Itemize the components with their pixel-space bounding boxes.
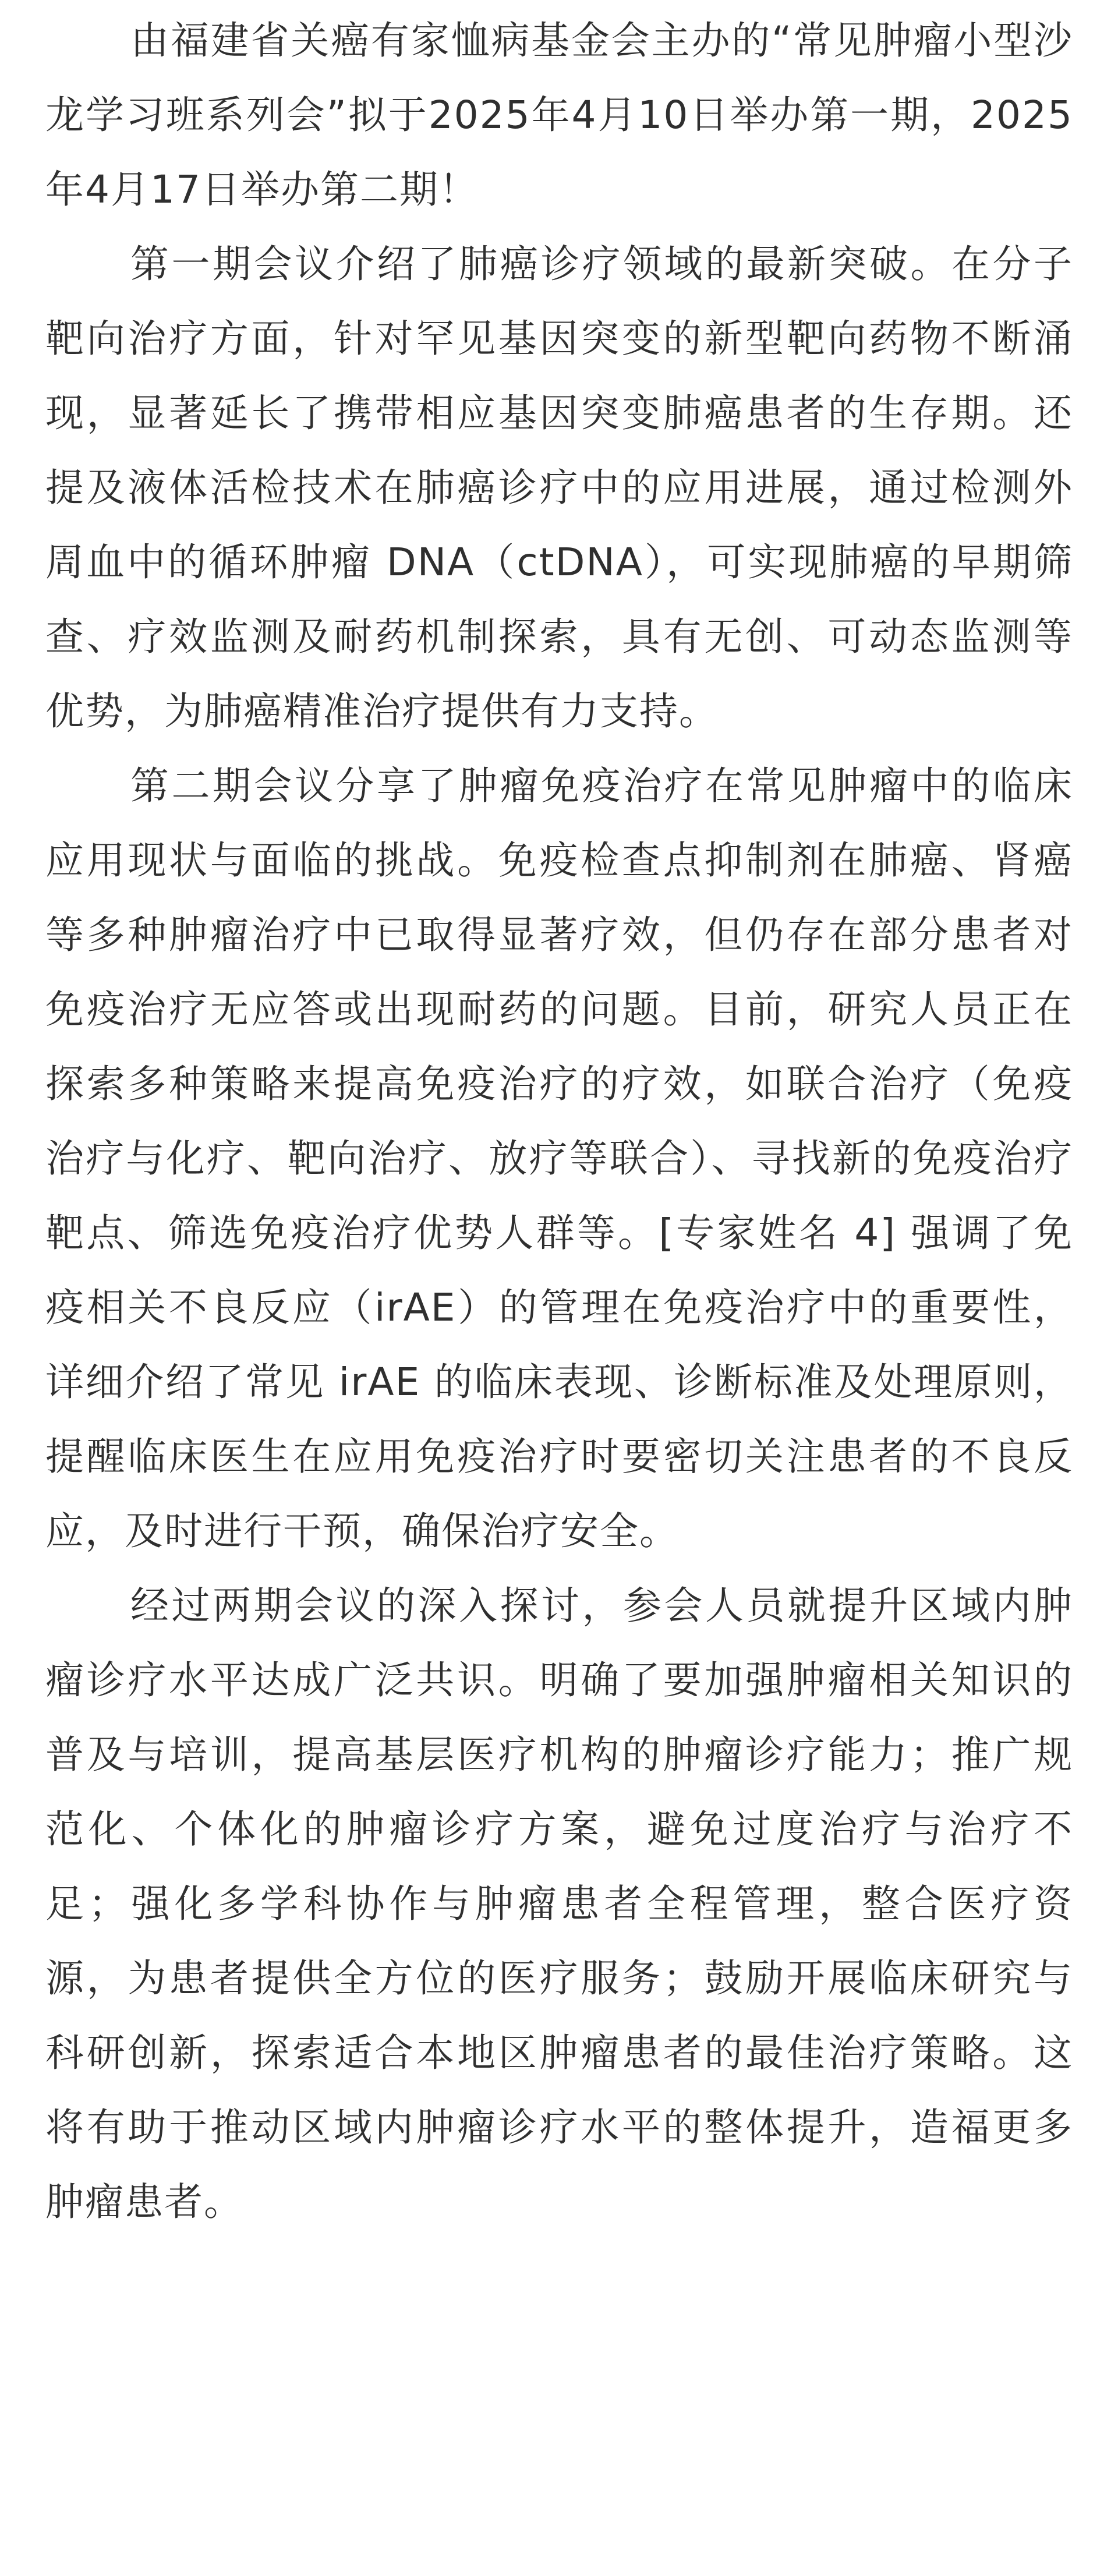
paragraph-session-one: 第一期会议介绍了肺癌诊疗领域的最新突破。在分子靶向治疗方面，针对罕见基因突变的新型靶向药物不断涌现，显著延长了携带相应基因突变肺癌患者的生存期。还提及液体活检技术在肺癌诊疗中的应用进展，通过检测外周血中的循环肿瘤 DNA（ctDNA），可实现肺癌的早期筛查、疗效监测及耐药机制探索，具有无创、可动态监测等优势，为肺癌精准治疗提供有力支持。 [45, 242, 1073, 734]
article-body [45, 0, 1073, 2239]
paragraph-intro: 由福建省关癌有家恤病基金会主办的“常见肿瘤小型沙龙学习班系列会”拟于2025年4月10日举办第一期，2025年4月17日举办第二期！ [45, 18, 1073, 212]
paragraph-conclusion: 经过两期会议的深入探讨，参会人员就提升区域内肿瘤诊疗水平达成广泛共识。明确了要加强肿瘤相关知识的普及与培训，提高基层医疗机构的肿瘤诊疗能力；推广规范化、个体化的肿瘤诊疗方案，避免过度治疗与治疗不足；强化多学科协作与肿瘤患者全程管理，整合医疗资源，为患者提供全方位的医疗服务；鼓励开展临床研究与科研创新，探索适合本地区肿瘤患者的最佳治疗策略。这将有助于推动区域内肿瘤诊疗水平的整体提升，造福更多肿瘤患者。 [45, 1583, 1073, 2224]
paragraph-session-two: 第二期会议分享了肿瘤免疫治疗在常见肿瘤中的临床应用现状与面临的挑战。免疫检查点抑制剂在肺癌、肾癌等多种肿瘤治疗中已取得显著疗效，但仍存在部分患者对免疫治疗无应答或出现耐药的问题。目前，研究人员正在探索多种策略来提高免疫治疗的疗效，如联合治疗（免疫治疗与化疗、靶向治疗、放疗等联合）、寻找新的免疫治疗靶点、筛选免疫治疗优势人群等。[专家姓名 4] 强调了免疫相关不良反应（irAE）的管理在免疫治疗中的重要性，详细介绍了常见 irAE 的临床表现、诊断标准及处理原则，提醒临床医生在应用免疫治疗时要密切关注患者的不良反应，及时进行干预，确保治疗安全。 [45, 763, 1073, 1554]
